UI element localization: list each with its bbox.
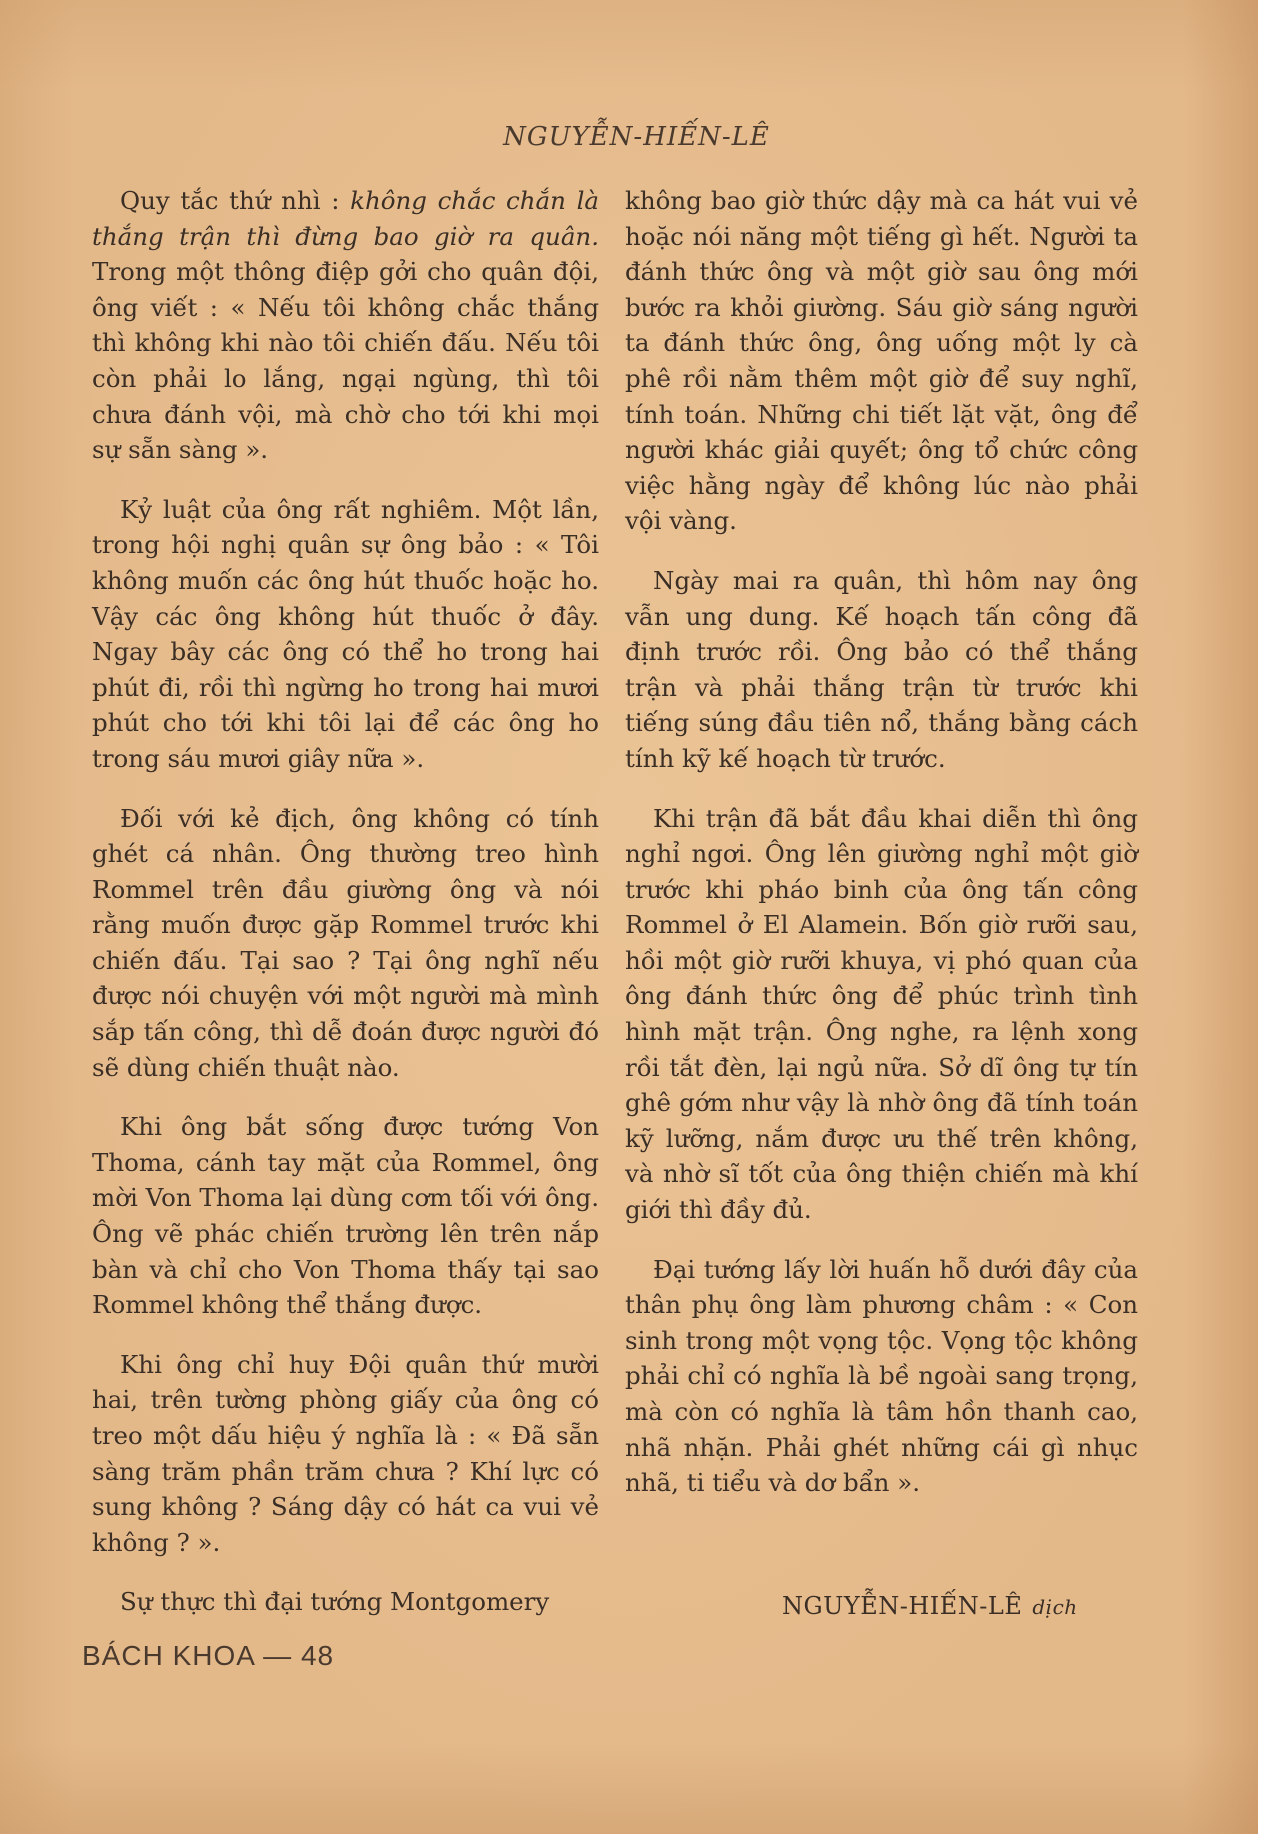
rule-lead: Quy tắc thứ nhì :: [120, 186, 351, 215]
left-paragraph-2: Kỷ luật của ông rất nghiêm. Một lần, trong hội nghị quân sự ông bảo : « Tôi không muốn các ông hút thuốc hoặc ho. Vậy các ông không hút thuốc ở đây. Ngay bây các ông có thể ho trong hai phút đi, rồi thì ngừng ho trong hai mươi phút cho tới khi tôi lại để các ông ho trong sáu mươi giây nữa ».: [92, 494, 599, 773]
right-paragraph-2: Ngày mai ra quân, thì hôm nay ông vẫn ung dung. Kế hoạch tấn công đã định trước rồi. Ông bảo có thể thắng trận và phải thắng trận từ trước khi tiếng súng đầu tiên nổ, thắng bằng cách tính kỹ kế hoạch từ trước.: [625, 565, 1138, 773]
right-column: [625, 183, 1138, 1501]
translator-role: dịch: [1032, 1595, 1078, 1619]
left-paragraph-4: Khi ông bắt sống được tướng Von Thoma, cánh tay mặt của Rommel, ông mời Von Thoma lại dùng cơm tối với ông. Ông vẽ phác chiến trường lên trên nắp bàn và chỉ cho Von Thoma thấy tại sao Rommel không thể thắng được.: [92, 1112, 599, 1320]
left-paragraph-1: [92, 183, 599, 468]
page-footer: BÁCH KHOA — 48: [82, 1640, 335, 1671]
left-paragraph-6: Sự thực thì đại tướng Montgomery: [120, 1587, 550, 1617]
left-paragraph-5: Khi ông chỉ huy Đội quân thứ mười hai, trên tường phòng giấy của ông có treo một dấu hiệu ý nghĩa là : « Đã sẵn sàng trăm phần trăm chưa ? Khí lực có sung không ? Sáng dậy có hát ca vui vẻ không ? ».: [92, 1349, 599, 1557]
right-paragraph-3: Khi trận đã bắt đầu khai diễn thì ông nghỉ ngơi. Ông lên giường nghỉ một giờ trước khi pháo binh của ông tấn công Rommel ở El Alamein. Bốn giờ rưỡi sau, hồi một giờ rưỡi khuya, vị phó quan của ông đánh thức ông để phúc trình tình hình mặt trận. Ông nghe, ra lệnh xong rồi tắt đèn, lại ngủ nữa. Sở dĩ ông tự tín ghê gớm như vậy là nhờ ông đã tính toán kỹ lưỡng, nắm được ưu thế trên không, và nhờ sĩ tốt của ông thiện chiến mà khí giới thì đầy đủ.: [625, 803, 1138, 1225]
translator-credit: [782, 1592, 1078, 1620]
translator-name: NGUYỄN-HIẾN-LÊ: [782, 1592, 1023, 1620]
right-paragraph-1: không bao giờ thức dậy mà ca hát vui vẻ hoặc nói năng một tiếng gì hết. Người ta đánh thức ông và một giờ sau ông mới bước ra khỏi giường. Sáu giờ sáng người ta đánh thức ông, ông uống một ly cà phê rồi nằm thêm một giờ để suy nghĩ, tính toán. Những chi tiết lặt vặt, ông để người khác giải quyết; ông tổ chức công việc hằng ngày để không lúc nào phải vội vàng.: [625, 186, 1138, 536]
right-paragraph-4: Đại tướng lấy lời huấn hỗ dưới đây của thân phụ ông làm phương châm : « Con sinh trong một vọng tộc. Vọng tộc không phải chỉ có nghĩa là bề ngoài sang trọng, mà còn có nghĩa là tâm hồn thanh cao, nhã nhặn. Phải ghét những cái gì nhục nhã, ti tiểu và dơ bẩn ».: [625, 1254, 1138, 1498]
rule-rest: Trong một thông điệp gởi cho quân đội, ông viết : « Nếu tôi không chắc thắng thì không khi nào tôi chiến đấu. Nếu tôi còn phải lo lắng, ngại ngùng, thì tôi chưa đánh vội, mà chờ cho tới khi mọi sự sẵn sàng ».: [92, 257, 599, 465]
left-column: [92, 183, 599, 1620]
running-head: NGUYỄN-HIẾN-LÊ: [503, 122, 770, 152]
rule-italic: không chắc chắn là thắng trận thì đừng bao giờ ra quân.: [92, 186, 600, 251]
left-paragraph-3: Đối với kẻ địch, ông không có tính ghét cá nhân. Ông thường treo hình Rommel trên đầu giường ông và nói rằng muốn được gặp Rommel trước khi chiến đấu. Tại sao ? Tại ông nghĩ nếu được nói chuyện với một người mà mình sắp tấn công, thì dễ đoán được người đó sẽ dùng chiến thuật nào.: [92, 803, 599, 1082]
